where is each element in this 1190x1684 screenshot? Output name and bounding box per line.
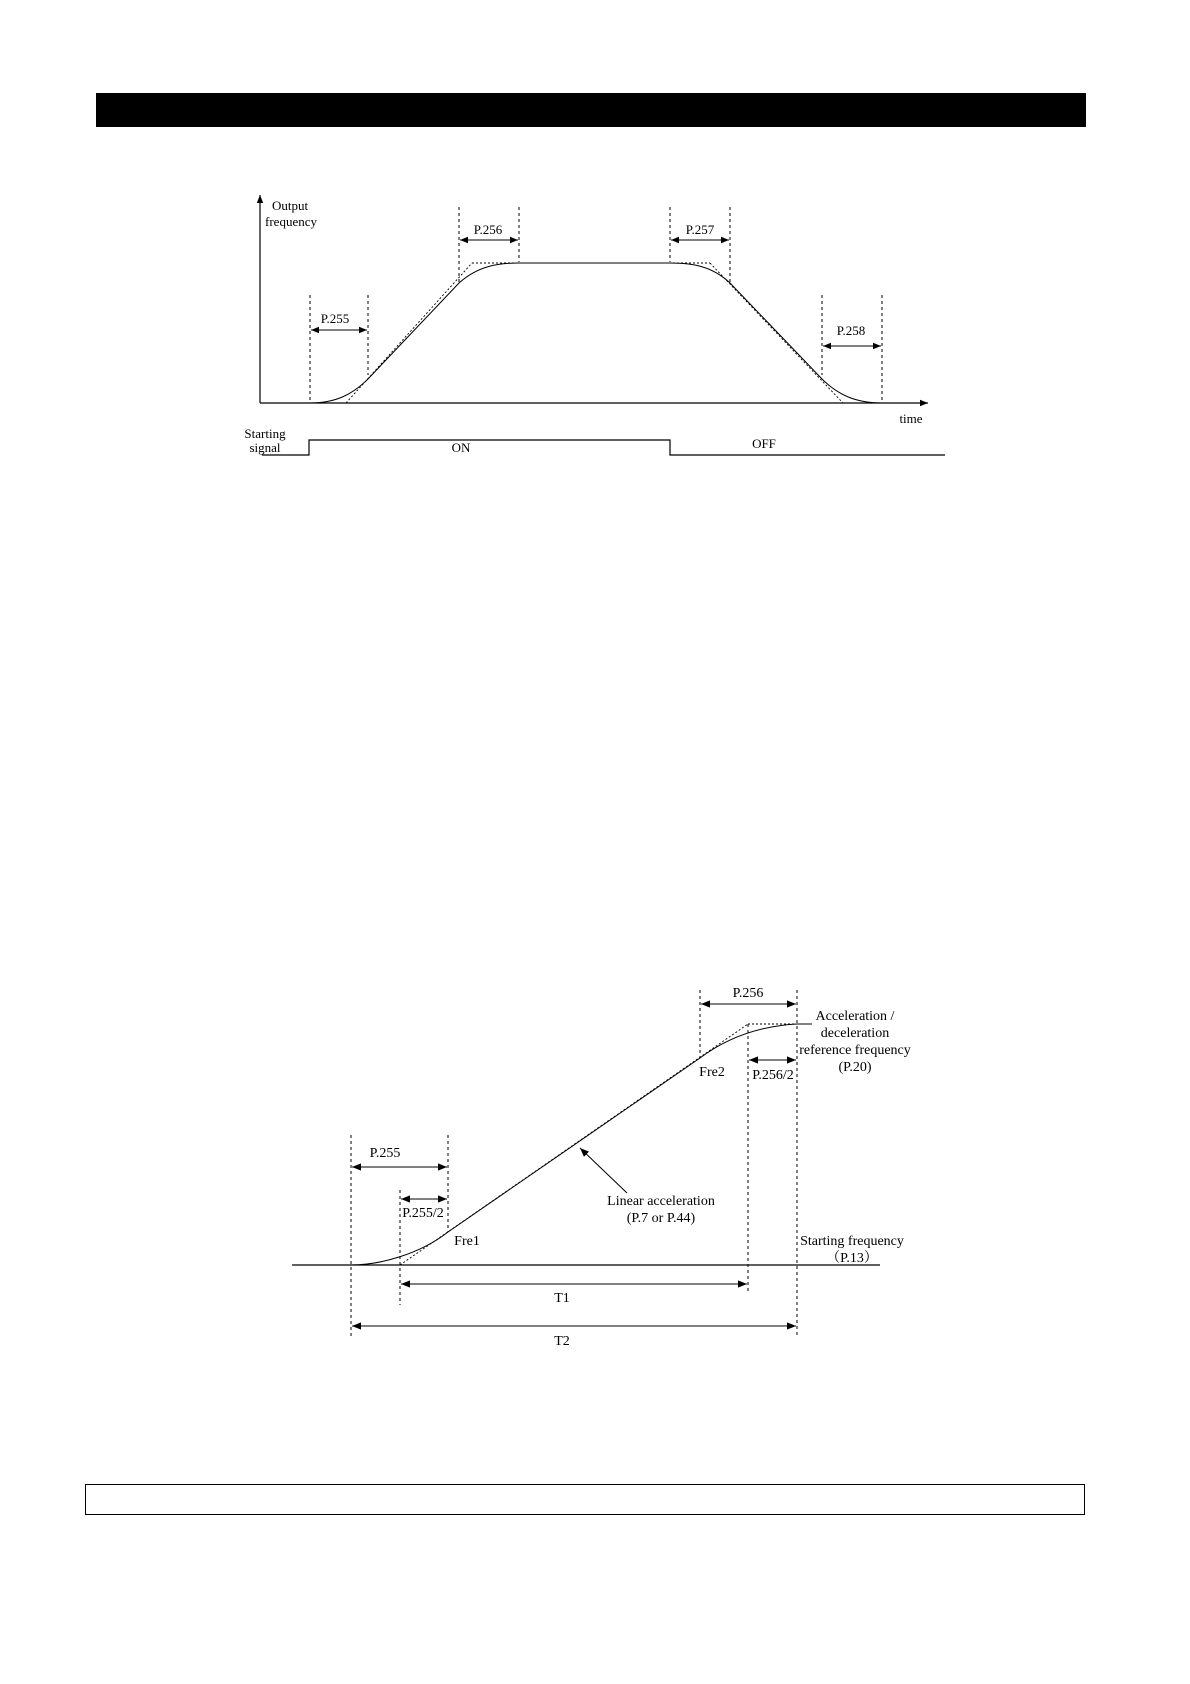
ref-frequency-label-4: (P.20) bbox=[838, 1060, 872, 1075]
ref-frequency-label-3: reference frequency bbox=[799, 1043, 911, 1058]
d1-linear-reference bbox=[346, 263, 843, 403]
d1-s-curve bbox=[310, 263, 882, 403]
starting-frequency-label: Starting frequency bbox=[800, 1234, 904, 1249]
d2-label-p256-half: P.256/2 bbox=[752, 1068, 794, 1083]
signal-label: Starting bbox=[244, 426, 286, 441]
starting-signal-line bbox=[262, 440, 945, 455]
d2-label-p255: P.255 bbox=[369, 1146, 401, 1161]
d1-label-p255: P.255 bbox=[320, 311, 350, 326]
d1-label-p256: P.256 bbox=[473, 222, 503, 237]
d2-boundaries bbox=[351, 990, 797, 1338]
footer-box bbox=[85, 1484, 1085, 1515]
d2-s-curve bbox=[351, 1024, 812, 1265]
d1-label-p258: P.258 bbox=[836, 323, 866, 338]
d1-boundaries bbox=[310, 207, 882, 403]
starting-frequency-label-2: （P.13） bbox=[826, 1251, 878, 1266]
acceleration-detail-diagram bbox=[292, 986, 911, 1349]
d2-label-fre2: Fre2 bbox=[699, 1065, 725, 1080]
on-label: ON bbox=[451, 440, 471, 455]
signal-label-2: signal bbox=[249, 440, 281, 455]
ref-frequency-label-2: deceleration bbox=[820, 1026, 890, 1041]
t1-label: T1 bbox=[554, 1291, 570, 1306]
off-label: OFF bbox=[752, 436, 776, 451]
d2-label-p256: P.256 bbox=[732, 986, 764, 1001]
d2-linear-reference bbox=[400, 1024, 798, 1265]
d1-label-p257: P.257 bbox=[685, 222, 715, 237]
y-axis-label-2: frequency bbox=[265, 214, 317, 229]
d2-label-p255-half: P.255/2 bbox=[402, 1206, 444, 1221]
linear-acceleration-label-2: (P.7 or P.44) bbox=[626, 1211, 696, 1226]
d2-label-fre1: Fre1 bbox=[454, 1234, 480, 1249]
x-axis-label: time bbox=[899, 411, 923, 426]
linear-pointer-arrow bbox=[580, 1148, 627, 1193]
s-curve-diagram bbox=[244, 195, 945, 455]
y-axis-label: Output bbox=[271, 198, 309, 213]
t2-label: T2 bbox=[554, 1334, 570, 1349]
ref-frequency-label: Acceleration / bbox=[815, 1009, 895, 1024]
linear-acceleration-label: Linear acceleration bbox=[607, 1194, 715, 1209]
